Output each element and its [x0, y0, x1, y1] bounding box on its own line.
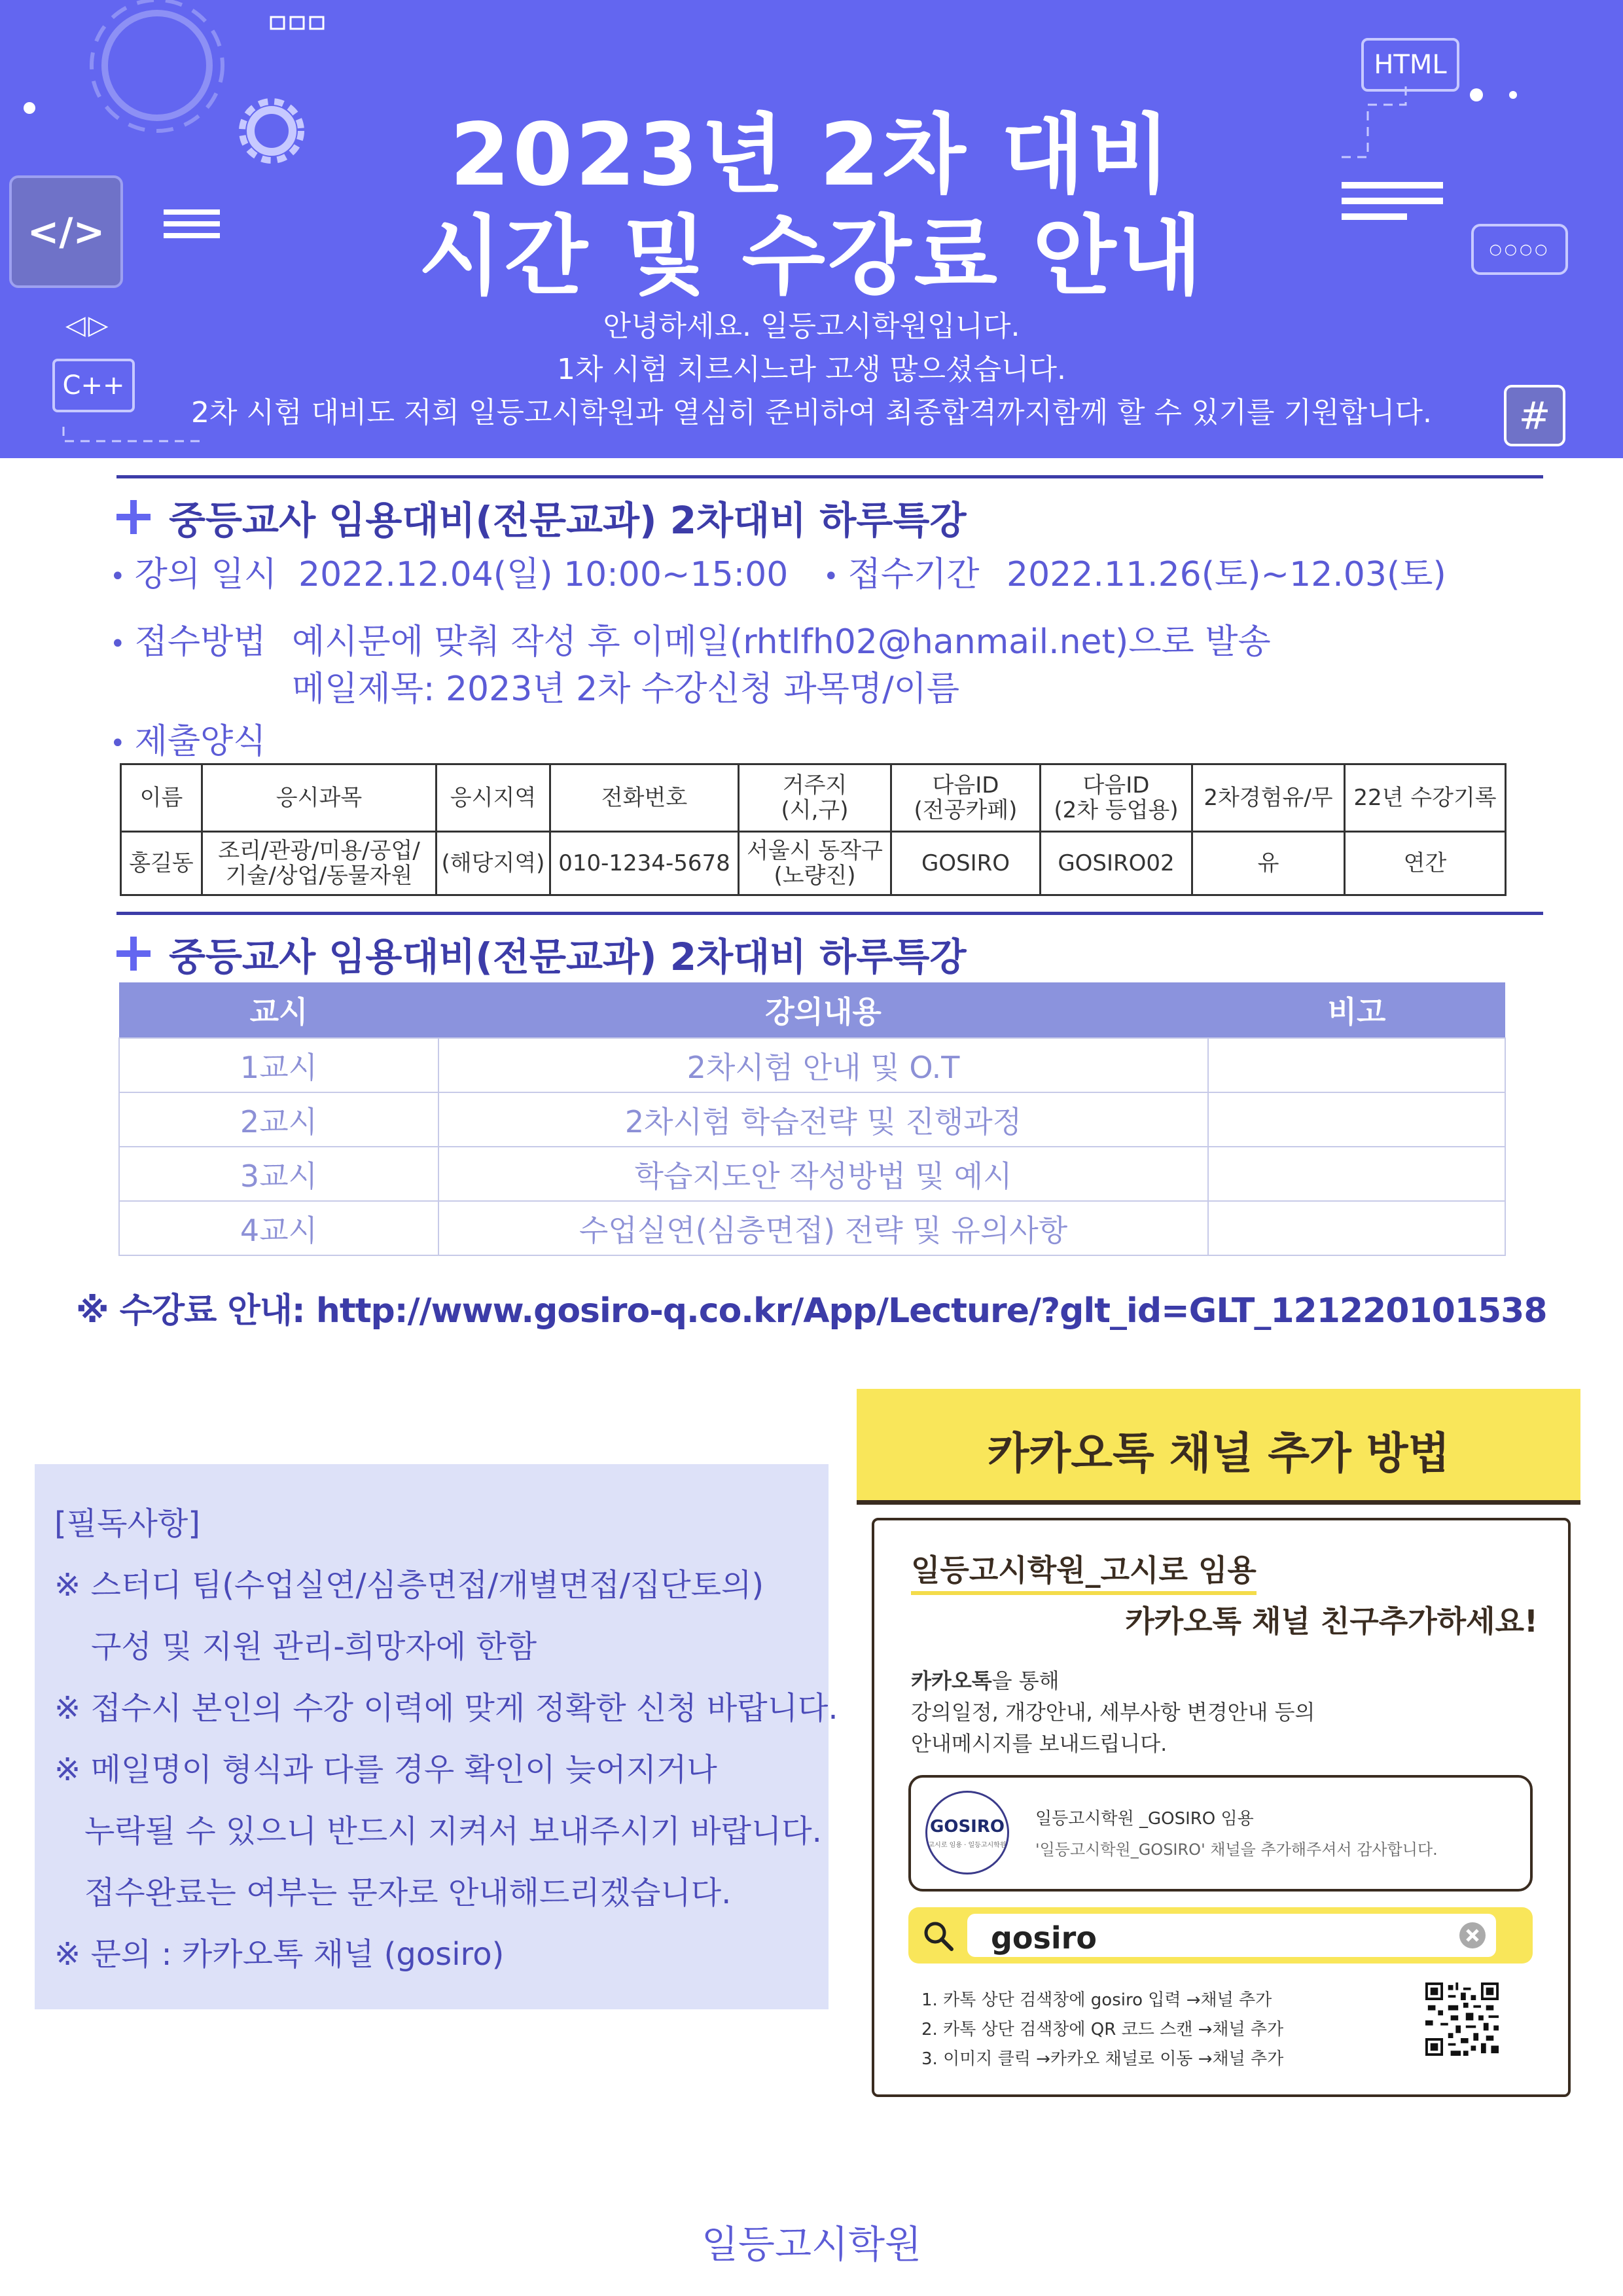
- lecture-date-label: • 강의 일시: [110, 555, 277, 594]
- step-item: 1. 카톡 상단 검색창에 gosiro 입력 →채널 추가: [921, 1990, 1272, 2010]
- note-cell: [1208, 1147, 1505, 1201]
- chat-bubble-icon: ○○○○: [1471, 224, 1568, 275]
- plus-icon: [116, 937, 151, 971]
- form-data-cell: [202, 832, 437, 895]
- reg-method-label: • 접수방법: [110, 622, 266, 662]
- search-icon[interactable]: [921, 1919, 954, 1952]
- note-cell: [1208, 1038, 1505, 1092]
- table-row: [119, 1201, 1505, 1255]
- cell-text: 거주지: [782, 772, 847, 798]
- fee-info-link[interactable]: ※ 수강료 안내: http://www.gosiro-q.co.kr/App/Lecture/?glt_id=GLT_121220101538: [76, 1291, 1547, 1331]
- profile-name: 일등고시학원 _GOSIRO 임용: [1035, 1809, 1254, 1829]
- form-header-cell: [1345, 764, 1506, 832]
- col-period: 교시: [119, 982, 438, 1038]
- window-squares-icon: [270, 14, 329, 34]
- kakao-desc: 강의일정, 개강안내, 세부사항 변경안내 등의: [911, 1700, 1315, 1725]
- bullet-icon: •: [110, 629, 126, 659]
- step-item: 3. 이미지 클릭 →카카오 채널로 이동 →채널 추가: [921, 2049, 1284, 2069]
- reg-period-value: 2022.11.26(토)~12.03(토): [1007, 555, 1446, 594]
- search-input[interactable]: gosiro: [967, 1914, 1496, 1957]
- section2-title: 중등교사 임용대비(전문교과) 2차대비 하루특강: [116, 926, 966, 981]
- bullet-icon: •: [823, 562, 839, 592]
- form-header-cell: [1192, 764, 1345, 832]
- notice-line: ※ 문의 : 카카오톡 채널 (gosiro): [54, 1936, 505, 1973]
- plus-icon: [116, 500, 151, 534]
- kakao-search-bar: [908, 1907, 1533, 1964]
- content-cell: 수업실연(심층면접) 전략 및 유의사항: [438, 1201, 1208, 1255]
- notice-line: 접수완료는 여부는 문자로 안내해드리겠습니다.: [84, 1874, 732, 1911]
- content-cell: 학습지도안 작성방법 및 예시: [438, 1147, 1208, 1201]
- form-header-cell: [891, 764, 1041, 832]
- form-header-cell: [202, 764, 437, 832]
- cell-text: 서울시 동작구: [747, 838, 883, 864]
- kakao-heading-banner: 카카오톡 채널 추가 방법: [857, 1389, 1580, 1505]
- submission-form-table: [120, 763, 1507, 896]
- schedule-table: [118, 982, 1506, 1256]
- bullet-icon: •: [110, 562, 126, 592]
- cell-text: 홍길동: [129, 850, 194, 876]
- form-data-cell: [739, 832, 891, 895]
- notice-line: 누락될 수 있으니 반드시 지켜서 보내주시기 바랍니다.: [84, 1813, 822, 1850]
- cell-text: 22년 수강기록: [1353, 785, 1497, 811]
- form-data-cell: [550, 832, 739, 895]
- page-title-line1: 2023년 2차 대비: [450, 105, 1173, 206]
- notice-box: [35, 1464, 838, 2009]
- cell-text: GOSIRO: [921, 850, 1010, 876]
- cell-text: 유: [1257, 850, 1279, 876]
- cell-text: 전화번호: [601, 785, 688, 811]
- reg-period-label: • 접수기간: [823, 555, 980, 594]
- notice-line: ※ 접수시 본인의 수강 이력에 맞게 정확한 신청 바랍니다.: [54, 1690, 838, 1727]
- bullet-icon: •: [110, 728, 126, 759]
- step-item: 2. 카톡 상단 검색창에 QR 코드 스캔 →채널 추가: [921, 2020, 1284, 2039]
- form-data-cell: [437, 832, 550, 895]
- html-bubble-icon: HTML: [1361, 38, 1459, 92]
- cell-text: 2차경험유/무: [1204, 785, 1333, 811]
- channel-name: 일등고시학원_고시로 임용: [911, 1547, 1257, 1595]
- code-icon: </>: [9, 175, 123, 288]
- section-divider: [116, 475, 1543, 478]
- profile-message: '일등고시학원_GOSIRO' 채널을 추가해주셔서 감사합니다.: [1035, 1840, 1438, 1859]
- cell-text: 이름: [139, 785, 183, 811]
- notice-line: [필독사항]: [54, 1505, 200, 1542]
- period-cell: 3교시: [119, 1147, 438, 1201]
- arrow-buttons-icon: ◁▷: [65, 310, 111, 340]
- gosiro-logo: GOSIRO 고시로 임용 · 일등고시학원: [925, 1791, 1009, 1874]
- content-cell: 2차시험 학습전략 및 진행과정: [438, 1092, 1208, 1147]
- form-data-cell: [121, 832, 202, 895]
- section1-title: 중등교사 임용대비(전문교과) 2차대비 하루특강: [116, 490, 966, 545]
- table-row: [119, 1147, 1505, 1201]
- add-friend-text: 카카오톡 채널 친구추가하세요!: [1125, 1604, 1538, 1639]
- cell-text: 다음ID: [932, 772, 999, 798]
- footer-academy-name: 일등고시학원: [701, 2222, 922, 2267]
- form-data-cell: [891, 832, 1041, 895]
- form-header-cell: [121, 764, 202, 832]
- kakao-desc: 안내메시지를 보내드립니다.: [911, 1731, 1168, 1756]
- lecture-date-value: 2022.12.04(일) 10:00~15:00: [298, 555, 789, 594]
- cell-text: 다음ID: [1082, 772, 1150, 798]
- greeting-line: 2차 시험 대비도 저희 일등고시학원과 열심히 준비하여 최종합격까지함께 할 수 있기를 기원합니다.: [191, 396, 1432, 429]
- cpp-bubble-icon: C++: [52, 359, 135, 412]
- form-data-cell: [1192, 832, 1345, 895]
- reg-method-line: 예시문에 맞춰 작성 후 이메일(rhtlfh02@hanmail.net)으로 발송: [292, 622, 1271, 662]
- period-cell: 4교시: [119, 1201, 438, 1255]
- hash-icon: #: [1504, 385, 1565, 446]
- cell-text: 연간: [1403, 850, 1447, 876]
- notice-line: 구성 및 지원 관리-희망자에 한함: [91, 1628, 537, 1665]
- table-row: [119, 1038, 1505, 1092]
- qr-code-icon[interactable]: [1425, 1982, 1499, 2056]
- channel-profile[interactable]: [908, 1775, 1533, 1892]
- cell-text: (해당지역): [441, 850, 545, 876]
- clear-icon[interactable]: [1458, 1921, 1487, 1950]
- cell-text: 응시지역: [450, 785, 537, 811]
- cell-text: 조리/관광/미용/공업/: [218, 838, 420, 864]
- cell-text: (시,구): [781, 797, 849, 823]
- form-data-cell: [1041, 832, 1192, 895]
- page-title-line2: 시간 및 수강료 안내: [418, 206, 1205, 307]
- cell-text: 010-1234-5678: [558, 850, 730, 876]
- header-banner: [0, 0, 1623, 458]
- cell-text: 응시과목: [276, 785, 363, 811]
- notice-line: ※ 메일명이 형식과 다를 경우 확인이 늦어지거나: [54, 1751, 717, 1788]
- cell-text: GOSIRO02: [1058, 850, 1175, 876]
- period-cell: 2교시: [119, 1092, 438, 1147]
- form-header-cell: [1041, 764, 1192, 832]
- form-header-cell: [739, 764, 891, 832]
- form-label: • 제출양식: [110, 722, 266, 761]
- col-content: 강의내용: [438, 982, 1208, 1038]
- col-note: 비고: [1208, 982, 1505, 1038]
- content-cell: 2차시험 안내 및 O.T: [438, 1038, 1208, 1092]
- note-cell: [1208, 1201, 1505, 1255]
- table-row: [119, 1092, 1505, 1147]
- cell-text: (2차 등업용): [1054, 797, 1179, 823]
- kakao-channel-card[interactable]: [872, 1518, 1571, 2097]
- reg-method-subject: 메일제목: 2023년 2차 수강신청 과목명/이름: [292, 670, 960, 709]
- cell-text: (노량진): [774, 863, 856, 889]
- cell-text: (전공카페): [914, 797, 1018, 823]
- schedule-header-row: [119, 982, 1505, 1038]
- form-header-cell: [437, 764, 550, 832]
- greeting-line: 안녕하세요. 일등고시학원입니다.: [603, 310, 1020, 343]
- kakao-desc: 카카오톡을 통해: [911, 1668, 1060, 1693]
- section-divider: [116, 912, 1543, 915]
- form-data-cell: [1345, 832, 1506, 895]
- notice-line: ※ 스터디 팀(수업실연/심층면접/개별면접/집단토의): [54, 1567, 764, 1604]
- greeting-line: 1차 시험 치르시느라 고생 많으셨습니다.: [557, 353, 1066, 386]
- period-cell: 1교시: [119, 1038, 438, 1092]
- form-example-row: [121, 832, 1506, 895]
- form-header-row: [121, 764, 1506, 832]
- form-header-cell: [550, 764, 739, 832]
- note-cell: [1208, 1092, 1505, 1147]
- cell-text: 기술/상업/동물자원: [225, 863, 413, 889]
